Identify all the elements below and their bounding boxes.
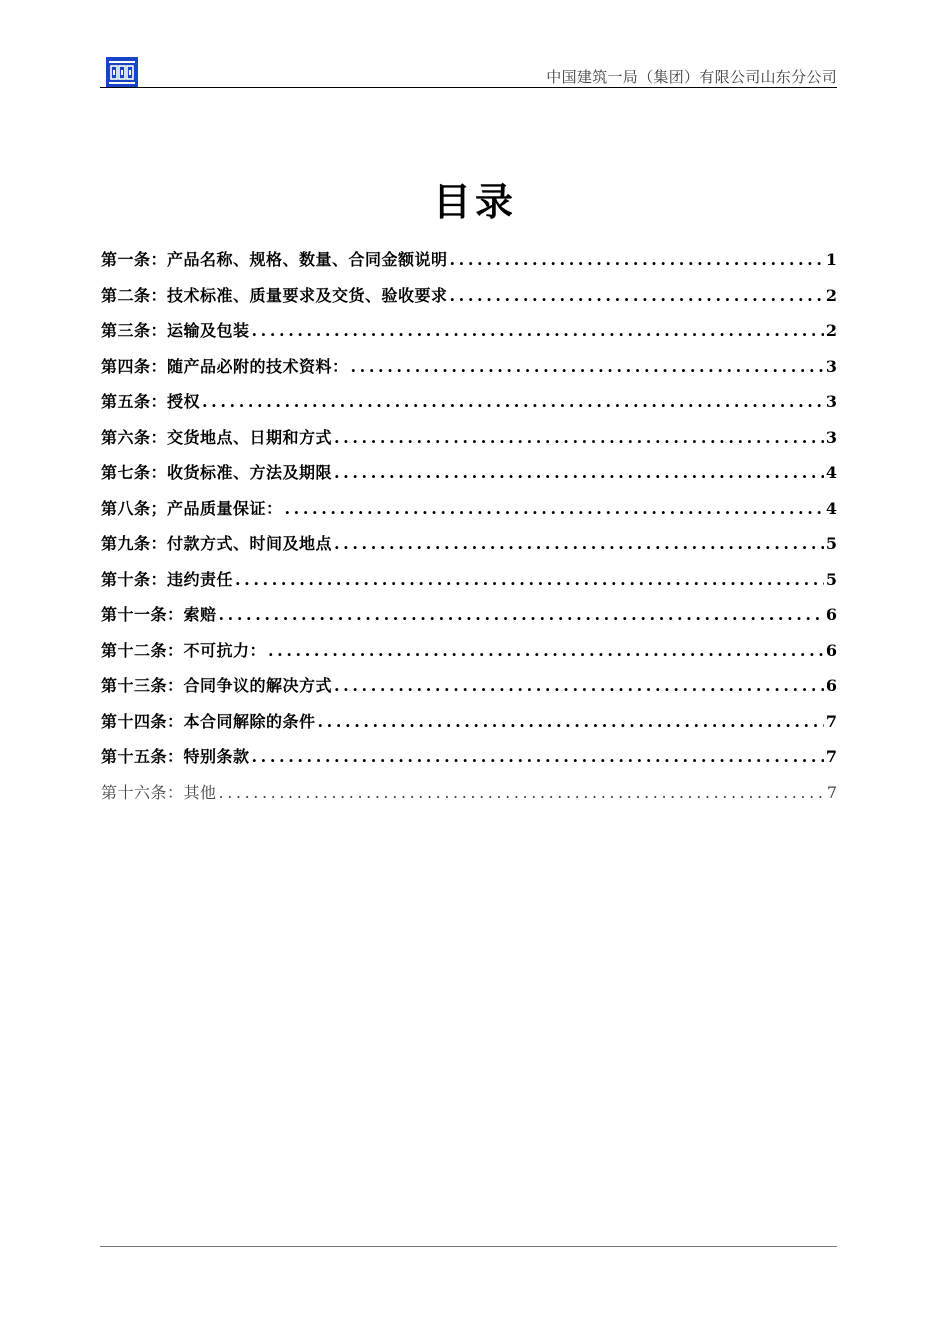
page-header — [100, 54, 837, 88]
toc-page-number: 3 — [825, 427, 837, 447]
toc-dot-leader — [233, 562, 824, 598]
toc-dot-leader — [332, 526, 824, 562]
toc-dot-leader — [217, 775, 825, 811]
toc-dot-leader — [266, 633, 824, 669]
toc-entry[interactable] — [101, 313, 837, 349]
toc-dot-leader — [250, 739, 824, 775]
toc-entry-label: 第九条：付款方式、时间及地点 — [101, 534, 333, 553]
footer-divider — [100, 1246, 837, 1247]
toc-entry-label: 第三条：运输及包装 — [101, 321, 250, 340]
cscec-logo-icon — [106, 57, 138, 88]
toc-entry-label: 第四条：随产品必附的技术资料： — [101, 356, 349, 376]
toc-dot-leader — [200, 384, 824, 420]
toc-entry-label: 第十二条：不可抗力： — [101, 640, 267, 660]
toc-entry[interactable] — [101, 526, 837, 562]
toc-entry-label: 第十六条：其他 — [101, 782, 217, 802]
toc-entry[interactable] — [101, 491, 837, 527]
toc-page-number: 7 — [825, 711, 837, 731]
toc-page-number: 4 — [825, 463, 837, 482]
toc-entry-label: 第七条：收货标准、方法及期限 — [101, 463, 333, 482]
toc-dot-leader — [332, 455, 824, 491]
toc-page-number: 3 — [825, 356, 837, 376]
toc-entry[interactable] — [101, 704, 837, 740]
toc-entry-label: 第一条：产品名称、规格、数量、合同金额说明 — [101, 250, 448, 269]
toc-entry[interactable] — [101, 633, 837, 669]
toc-dot-leader — [448, 278, 824, 314]
toc-page-number: 7 — [826, 782, 837, 802]
toc-entry-label: 第八条；产品质量保证： — [101, 498, 283, 518]
toc-dot-leader — [316, 704, 824, 740]
toc-dot-leader — [332, 668, 824, 704]
page-title: 目录 — [432, 179, 517, 224]
toc-entry[interactable] — [101, 775, 837, 811]
toc-entry-label: 第五条：授权 — [101, 392, 201, 411]
toc-entry[interactable] — [101, 384, 837, 420]
toc-page-number: 6 — [825, 640, 837, 660]
toc-page-number: 2 — [825, 321, 837, 340]
toc-page-number: 2 — [825, 285, 837, 305]
toc-page-number: 5 — [825, 534, 837, 553]
toc-dot-leader — [283, 491, 824, 527]
company-name: 中国建筑一局（集团）有限公司山东分公司 — [546, 68, 837, 86]
toc-entry-label: 第十条：违约责任 — [101, 569, 234, 589]
toc-entry[interactable] — [101, 242, 837, 278]
toc-page-number: 7 — [825, 747, 837, 766]
toc-entry-label: 第十五条：特别条款 — [101, 747, 250, 766]
toc-entry[interactable] — [101, 597, 837, 633]
toc-entry[interactable] — [101, 562, 837, 598]
toc-entry[interactable] — [101, 739, 837, 775]
toc-entry[interactable] — [101, 420, 837, 456]
toc-page-number: 1 — [825, 250, 837, 269]
toc-dot-leader — [332, 420, 824, 456]
header-divider — [100, 87, 837, 88]
toc-entry[interactable] — [101, 455, 837, 491]
toc-entry-label: 第十四条：本合同解除的条件 — [101, 711, 316, 731]
toc-entry-label: 第十一条：索赔 — [101, 605, 217, 624]
toc-page-number: 5 — [825, 569, 837, 589]
toc-entry[interactable] — [101, 349, 837, 385]
toc-entry[interactable] — [101, 278, 837, 314]
toc-page-number: 6 — [825, 676, 837, 695]
table-of-contents — [101, 242, 837, 810]
toc-entry-label: 第十三条：合同争议的解决方式 — [101, 676, 333, 695]
toc-entry[interactable] — [101, 668, 837, 704]
toc-page-number: 3 — [825, 392, 837, 411]
toc-dot-leader — [250, 313, 824, 349]
toc-page-number: 4 — [825, 498, 837, 518]
toc-entry-label: 第六条：交货地点、日期和方式 — [101, 427, 333, 447]
toc-dot-leader — [217, 597, 824, 633]
toc-dot-leader — [349, 349, 824, 385]
toc-page-number: 6 — [825, 605, 837, 624]
toc-dot-leader — [448, 242, 824, 278]
toc-entry-label: 第二条：技术标准、质量要求及交货、验收要求 — [101, 285, 448, 305]
